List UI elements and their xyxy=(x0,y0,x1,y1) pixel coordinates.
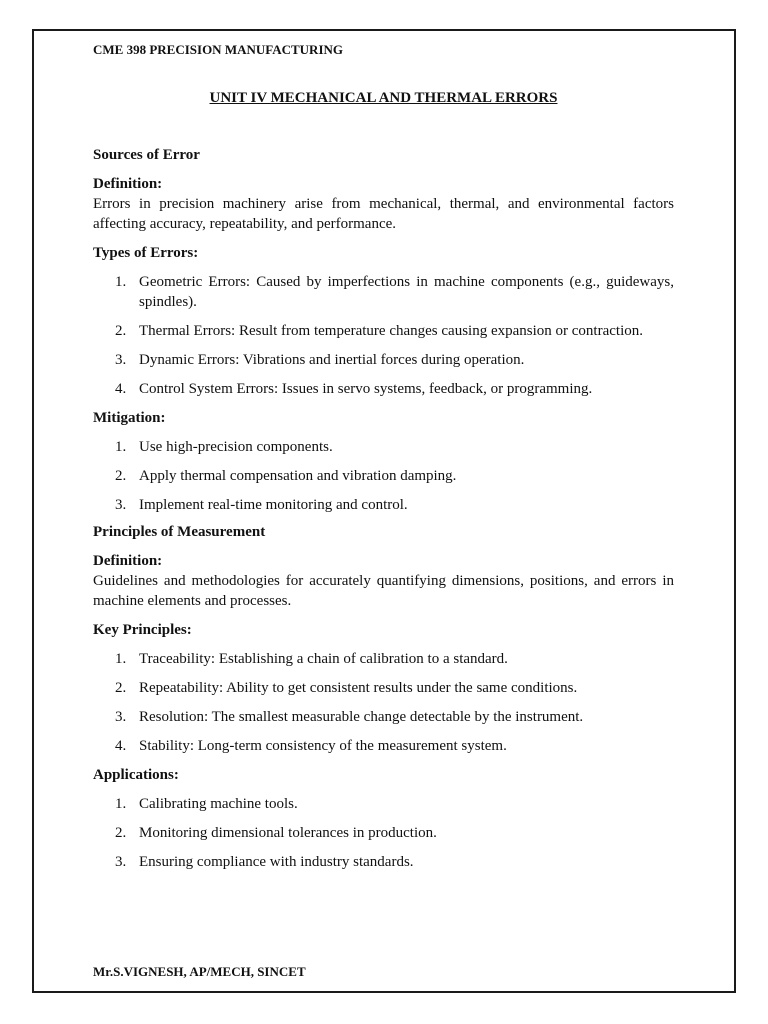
list-number: 2. xyxy=(115,468,127,484)
list-number: 2. xyxy=(115,323,127,339)
list-text: Traceability: Establishing a chain of calibration to a standard. xyxy=(139,651,508,667)
list-text: Calibrating machine tools. xyxy=(139,796,298,812)
list-text: Thermal Errors: Result from temperature changes causing expansion or contraction. xyxy=(139,323,643,339)
list-number: 2. xyxy=(115,825,127,841)
list-text: Resolution: The smallest measurable change detectable by the instrument. xyxy=(139,709,584,725)
principles-definition-text: Guidelines and methodologies for accurately quantifying dimensions, positions, and errors in machine elements and processes. xyxy=(93,573,674,609)
types-list xyxy=(93,272,674,399)
list-item xyxy=(93,379,674,399)
list-number: 2. xyxy=(115,680,127,696)
list-text: Stability: Long-term consistency of the measurement system. xyxy=(139,738,507,754)
list-item xyxy=(93,736,674,756)
unit-title: UNIT IV MECHANICAL AND THERMAL ERRORS xyxy=(209,90,558,106)
section-title-sources: Sources of Error xyxy=(93,147,200,163)
list-item xyxy=(93,823,674,843)
list-text: Geometric Errors: Caused by imperfections in machine components (e.g., guideways, spindles). xyxy=(139,274,674,310)
list-number: 1. xyxy=(115,274,127,290)
course-header: CME 398 PRECISION MANUFACTURING xyxy=(93,42,344,57)
list-text: Apply thermal compensation and vibration damping. xyxy=(139,468,457,484)
key-principles-list xyxy=(93,649,674,756)
list-number: 1. xyxy=(115,651,127,667)
author-footer: Mr.S.VIGNESH, AP/MECH, SINCET xyxy=(93,964,306,979)
list-item xyxy=(93,350,674,370)
list-number: 4. xyxy=(115,381,127,397)
list-item xyxy=(93,707,674,727)
principles-definition-label: Definition: xyxy=(93,553,163,569)
applications-label: Applications: xyxy=(93,767,179,783)
list-text: Repeatability: Ability to get consistent results under the same conditions. xyxy=(139,680,578,696)
list-item xyxy=(93,437,674,457)
list-item xyxy=(93,321,674,341)
list-number: 4. xyxy=(115,738,127,754)
types-label: Types of Errors: xyxy=(93,245,199,261)
key-principles-label: Key Principles: xyxy=(93,622,192,638)
list-item xyxy=(93,678,674,698)
list-text: Control System Errors: Issues in servo systems, feedback, or programming. xyxy=(139,381,593,397)
list-number: 1. xyxy=(115,796,127,812)
list-item xyxy=(93,852,674,872)
list-text: Monitoring dimensional tolerances in production. xyxy=(139,825,437,841)
section-title-principles: Principles of Measurement xyxy=(93,524,266,540)
list-number: 3. xyxy=(115,854,127,870)
list-number: 3. xyxy=(115,352,127,368)
list-number: 3. xyxy=(115,497,127,513)
list-item xyxy=(93,794,674,814)
list-item xyxy=(93,466,674,486)
mitigation-label: Mitigation: xyxy=(93,410,166,426)
list-item xyxy=(93,649,674,669)
list-text: Dynamic Errors: Vibrations and inertial forces during operation. xyxy=(139,352,525,368)
applications-list xyxy=(93,794,674,872)
mitigation-list xyxy=(93,437,674,515)
list-number: 1. xyxy=(115,439,127,455)
list-item xyxy=(93,495,674,515)
list-number: 3. xyxy=(115,709,127,725)
sources-definition-text: Errors in precision machinery arise from mechanical, thermal, and environmental factors affecting accuracy, repeatability, and performance. xyxy=(93,196,674,232)
page-content xyxy=(93,40,674,872)
list-item xyxy=(93,272,674,312)
sources-definition-label: Definition: xyxy=(93,176,163,192)
list-text: Use high-precision components. xyxy=(139,439,333,455)
list-text: Ensuring compliance with industry standards. xyxy=(139,854,414,870)
list-text: Implement real-time monitoring and control. xyxy=(139,497,408,513)
